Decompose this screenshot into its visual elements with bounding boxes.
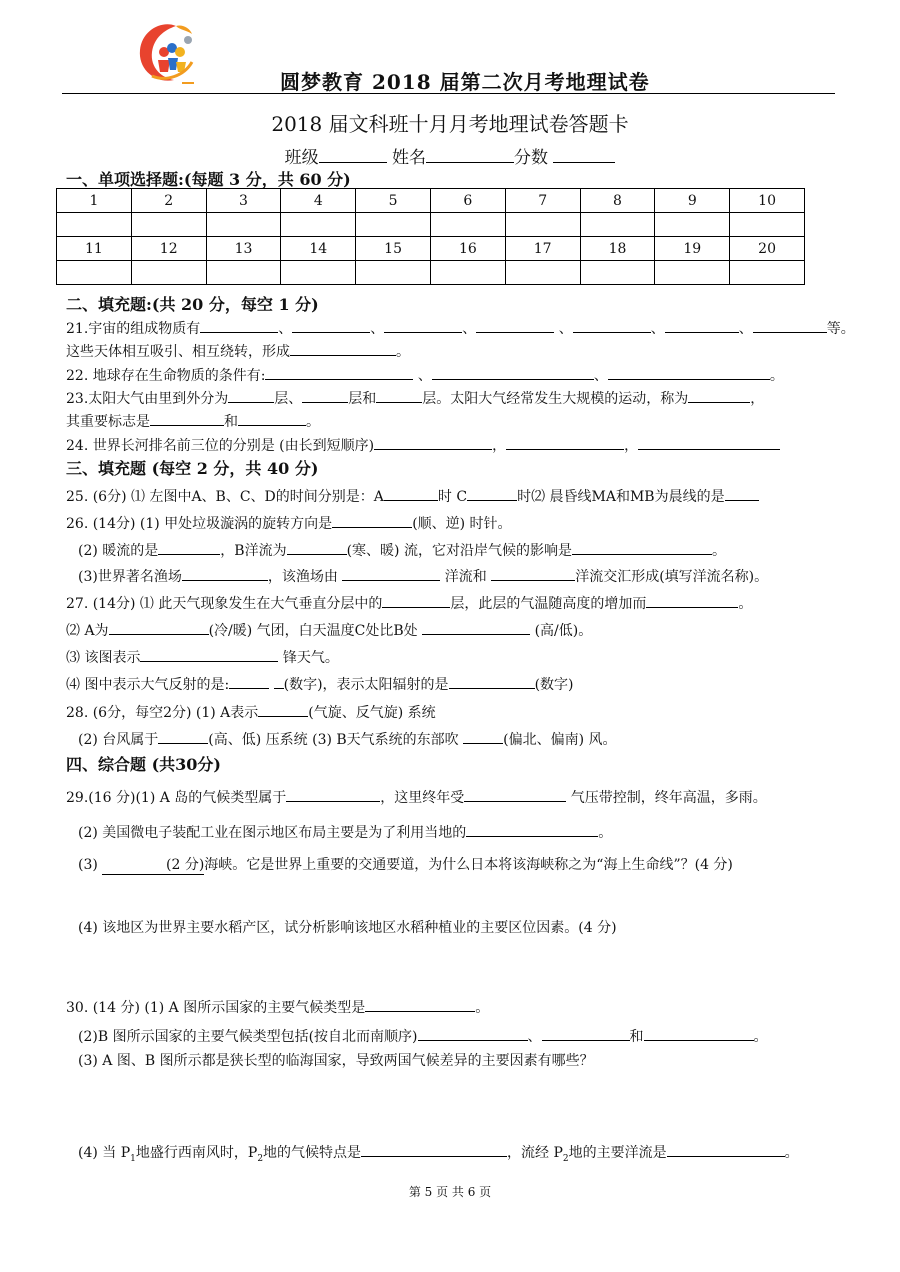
q30-line2: (2)B 图所示国家的主要气候类型包括(按自北而南顺序) 、 和 。 [78,1024,768,1046]
answer-cell[interactable] [57,261,132,285]
q21-blank[interactable] [384,316,462,333]
class-label: 班级 [284,148,319,168]
q21-blank[interactable] [292,316,370,333]
header-title: 圆梦教育 2018 届第二次月考地理试卷 [280,70,650,94]
q29-strait-blank[interactable]: (2 分) [102,856,204,875]
name-label: 姓名 [392,148,426,168]
q30-line4: (4) 当 $P_1$地盛行西南风时，$P_2$地的气候特点是 ，流经 $P_2$地的主要洋流是 。 [78,1140,799,1168]
q24-blank[interactable] [374,433,492,450]
q29-blank[interactable] [466,820,598,837]
q-number: 4 [281,189,356,213]
name-field[interactable] [426,146,514,163]
q23-blank[interactable] [376,386,422,403]
q23-blank[interactable] [228,386,274,403]
q24-blank[interactable] [638,433,780,450]
q-number: 18 [580,237,655,261]
q27-line3: ⑶ 该图表示 锋天气。 [66,645,339,667]
answer-cell[interactable] [281,213,356,237]
q26-blank[interactable] [287,538,347,555]
q25-blank[interactable] [725,484,759,501]
q-number: 8 [580,189,655,213]
q29-blank[interactable] [286,785,380,802]
q30-blank[interactable] [365,995,475,1012]
q27-line1: 27. (14分) ⑴ 此天气现象发生在大气垂直分层中的 层，此层的气温随高度的增加而 。 [66,591,752,613]
q29-blank[interactable] [464,785,566,802]
q30-blank[interactable] [667,1140,785,1157]
q30-blank[interactable] [418,1024,528,1041]
answer-grid-row-numbers-1 [57,189,805,213]
q26-line3: (3)世界著名渔场 ，该渔场由 洋流和 洋流交汇形成(填写洋流名称)。 [78,564,768,586]
q-number: 19 [655,237,730,261]
q29-line1: 29.(16 分)(1) A 岛的气候类型属于 ，这里终年受 气压带控制，终年高温，多雨。 [66,785,767,807]
answer-cell[interactable] [131,213,206,237]
q24-blank[interactable] [506,433,624,450]
page-footer: 第 5 页 共 6 页 [408,1185,492,1199]
q30-line1: 30. (14 分) (1) A 图所示国家的主要气候类型是 。 [66,995,489,1017]
q21-blank[interactable] [290,339,396,356]
q-number: 17 [505,237,580,261]
q-number: 9 [655,189,730,213]
q21-blank[interactable] [573,316,651,333]
q-number: 2 [131,189,206,213]
q27-blank[interactable] [140,645,278,662]
answer-cell[interactable] [730,261,805,285]
header-divider [62,93,835,94]
answer-cell[interactable] [206,213,281,237]
q23-line2: 其重要标志是 和 。 [66,409,320,431]
q-number: 20 [730,237,805,261]
q-number: 13 [206,237,281,261]
q27-blank[interactable] [422,618,530,635]
section4-title: 四、综合题 (共30分) [66,755,221,774]
answer-cell[interactable] [505,261,580,285]
q-number: 1 [57,189,132,213]
q24-line: 24. 世界长河排名前三位的分别是 (由长到短顺序) ， ， [66,433,780,455]
class-field[interactable] [319,146,387,163]
answer-grid-row-answers-2 [57,261,805,285]
q21-blank[interactable] [753,316,827,333]
q-number: 14 [281,237,356,261]
q29-line2: (2) 美国微电子装配工业在图示地区布局主要是为了利用当地的 。 [78,820,612,842]
section3-title: 三、填充题 (每空 2 分，共 40 分) [66,459,319,478]
section1-title: 一、单项选择题:(每题 3 分，共 60 分) [66,170,351,189]
answer-cell[interactable] [655,213,730,237]
q-number: 6 [430,189,505,213]
q23-blank[interactable] [150,409,224,426]
q26-blank[interactable] [332,511,412,528]
q26-blank[interactable] [342,564,440,581]
score-field[interactable] [553,146,615,163]
q27-blank[interactable] [109,618,209,635]
answer-cell[interactable] [281,261,356,285]
q21-line2: 这些天体相互吸引、相互绕转，形成 。 [66,339,410,361]
q26-blank[interactable] [491,564,575,581]
q21-blank[interactable] [665,316,739,333]
q21-blank[interactable] [200,316,278,333]
q-number: 3 [206,189,281,213]
q27-blank[interactable] [229,672,269,689]
q27-blank[interactable] [449,672,535,689]
q30-blank[interactable] [644,1024,754,1041]
q-number: 16 [430,237,505,261]
q26-line2: (2) 暖流的是 ，B洋流为 (寒、暖) 流，它对沿岸气候的影响是 。 [78,538,726,560]
q30-blank[interactable] [542,1024,630,1041]
answer-cell[interactable] [580,213,655,237]
q26-blank[interactable] [182,564,268,581]
answer-grid [56,188,805,285]
q-number: 15 [356,237,431,261]
q28-line1: 28. (6分，每空2分) (1) A表示 (气旋、反气旋) 系统 [66,700,436,722]
q21-line1: 21.宇宙的组成物质有 、 、 、 、 、 、 等。 [66,316,855,338]
answer-grid-row-numbers-2 [57,237,805,261]
q22-blank[interactable] [265,363,413,380]
q28-blank[interactable] [258,700,308,717]
q25-line: 25. (6分) ⑴ 左图中A、B、C、D的时间分别是：A 时 C 时⑵ 晨昏线MA和MB为晨线的是 [66,484,759,506]
school-logo [132,18,198,88]
q27-blank[interactable] [382,591,450,608]
q27-line2: ⑵ A为 (冷/暖) 气团，白天温度C处比B处 (高/低)。 [66,618,592,640]
q29-line3: (3) (2 分)海峡。它是世界上重要的交通要道，为什么日本将该海峡称之为“海上生命线”？(4 分) [78,857,733,873]
q28-blank[interactable] [463,727,503,744]
q23-blank[interactable] [238,409,306,426]
answer-grid-row-answers-1 [57,213,805,237]
answer-cell[interactable] [131,261,206,285]
q30-line3: (3) A 图、B 图所示都是狭长型的临海国家，导致两国气候差异的主要因素有哪些？ [78,1053,594,1069]
q23-line1: 23.太阳大气由里到外分为 层、 层和 层。太阳大气经常发生大规模的运动，称为 ， [66,386,764,408]
q30-blank[interactable] [361,1140,507,1157]
answer-cell[interactable] [430,213,505,237]
answer-cell[interactable] [580,261,655,285]
score-label: 分数 [514,148,548,168]
q-number: 7 [505,189,580,213]
q25-blank[interactable] [384,484,438,501]
answer-cell[interactable] [655,261,730,285]
q23-blank[interactable] [302,386,348,403]
q22-blank[interactable] [432,363,594,380]
q26-blank[interactable] [572,538,712,555]
q28-blank[interactable] [158,727,208,744]
q27-line4: ⑷ 图中表示大气反射的是: (数字)，表示太阳辐射的是 (数字) [66,672,574,694]
answer-cell[interactable] [206,261,281,285]
answer-cell[interactable] [356,213,431,237]
q23-blank[interactable] [688,386,750,403]
q28-line2: (2) 台风属于 (高、低) 压系统 (3) B天气系统的东部吹 (偏北、偏南) 风。 [78,727,617,749]
q27-blank[interactable] [646,591,738,608]
answer-cell[interactable] [57,213,132,237]
q27-blank[interactable] [274,672,284,689]
q26-blank[interactable] [158,538,220,555]
q21-blank[interactable] [476,316,554,333]
q29-line4: (4) 该地区为世界主要水稻产区，试分析影响该地区水稻种植业的主要区位因素。(4 分) [78,920,617,936]
q-number: 10 [730,189,805,213]
page-title: 2018 届文科班十月月考地理试卷答题卡 [271,112,629,136]
q22-line: 22. 地球存在生命物质的条件有: 、 、 。 [66,363,784,385]
q22-blank[interactable] [608,363,770,380]
q26-line1: 26. (14分) (1) 甲处垃圾漩涡的旋转方向是 (顺、逆) 时针。 [66,511,512,533]
q25-blank[interactable] [467,484,517,501]
answer-cell[interactable] [356,261,431,285]
answer-cell[interactable] [730,213,805,237]
q-number: 12 [131,237,206,261]
q-number: 11 [57,237,132,261]
section2-title: 二、填充题:(共 20 分，每空 1 分) [66,295,319,314]
answer-cell[interactable] [430,261,505,285]
q-number: 5 [356,189,431,213]
student-info-line [0,143,900,168]
answer-cell[interactable] [505,213,580,237]
